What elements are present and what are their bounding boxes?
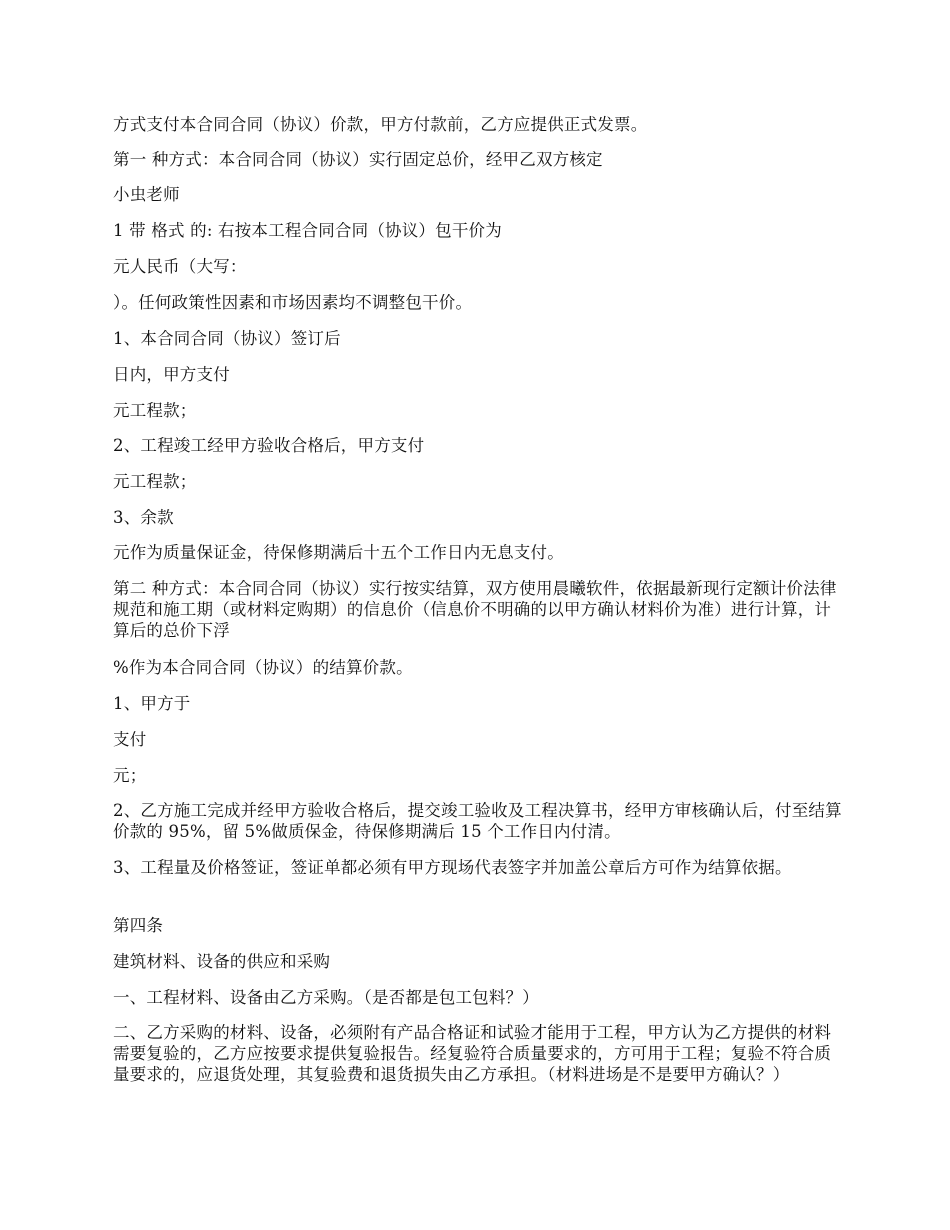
settlement-item-1: 1、甲方于 [113,694,191,713]
settlement-item-2: 2、乙方施工完成并经甲方验收合格后，提交竣工验收及工程决算书，经甲方审核确认后，付至结算价款的 95%，留 5%做质保金，待保修期满后 15 个工作日内付清。 [113,801,842,841]
settlement-discount-line: %作为本合同合同（协议）的结算价款。 [113,658,413,677]
article-four-heading: 第四条 [113,916,164,935]
method-one-heading: 第一 种方式：本合同合同（协议）实行固定总价，经甲乙双方核定 [113,150,603,169]
payment-item-2-amount: 元工程款； [113,472,197,491]
payment-item-2: 2、工程竣工经甲方验收合格后，甲方支付 [113,436,425,455]
payment-item-1-amount: 元工程款； [113,401,197,420]
format-annotation: 1 带 格式 的: 右按本工程合同合同（协议）包干价为 [113,221,502,240]
article-four-clause-2: 二、乙方采购的材料、设备，必须附有产品合格证和试验才能用于工程，甲方认为乙方提供的材料需要复验的，乙方应按要求提供复验报告。经复验符合质量要求的，方可用于工程；复验不符合质量要求的，应退货处理，其复验费和退货损失由乙方承担。（材料进场是不是要甲方确认？） [113,1023,832,1084]
settlement-item-3: 3、工程量及价格签证，签证单都必须有甲方现场代表签字并加盖公章后方可作为结算依据。 [113,858,792,877]
author-note: 小虫老师 [113,185,180,204]
method-two-paragraph: 第二 种方式：本合同合同（协议）实行按实结算，双方使用晨曦软件，依据最新现行定额计价法律规范和施工期（或材料定购期）的信息价（信息价不明确的以甲方确认材料价为准）进行计算，计算后的总价下浮 [113,579,837,640]
payment-item-1: 1、本合同合同（协议）签订后 [113,329,341,348]
quality-deposit-line: 元作为质量保证金，待保修期满后十五个工作日内无息支付。 [113,543,564,562]
payment-item-1-days: 日内，甲方支付 [113,365,230,384]
payment-method-intro: 方式支付本合同合同（协议）价款，甲方付款前，乙方应提供正式发票。 [113,115,648,134]
article-four-clause-1: 一、工程材料、设备由乙方采购。（是否都是包工包料？） [113,988,539,1007]
article-four-title: 建筑材料、设备的供应和采购 [113,952,331,971]
amount-rmb-line: 元人民币（大写： [113,257,247,276]
settlement-item-1-pay: 支付 [113,730,147,749]
payment-item-3: 3、余款 [113,508,174,527]
settlement-item-1-amount: 元； [113,766,147,785]
no-adjustment-line: ）。任何政策性因素和市场因素均不调整包干价。 [113,293,473,312]
